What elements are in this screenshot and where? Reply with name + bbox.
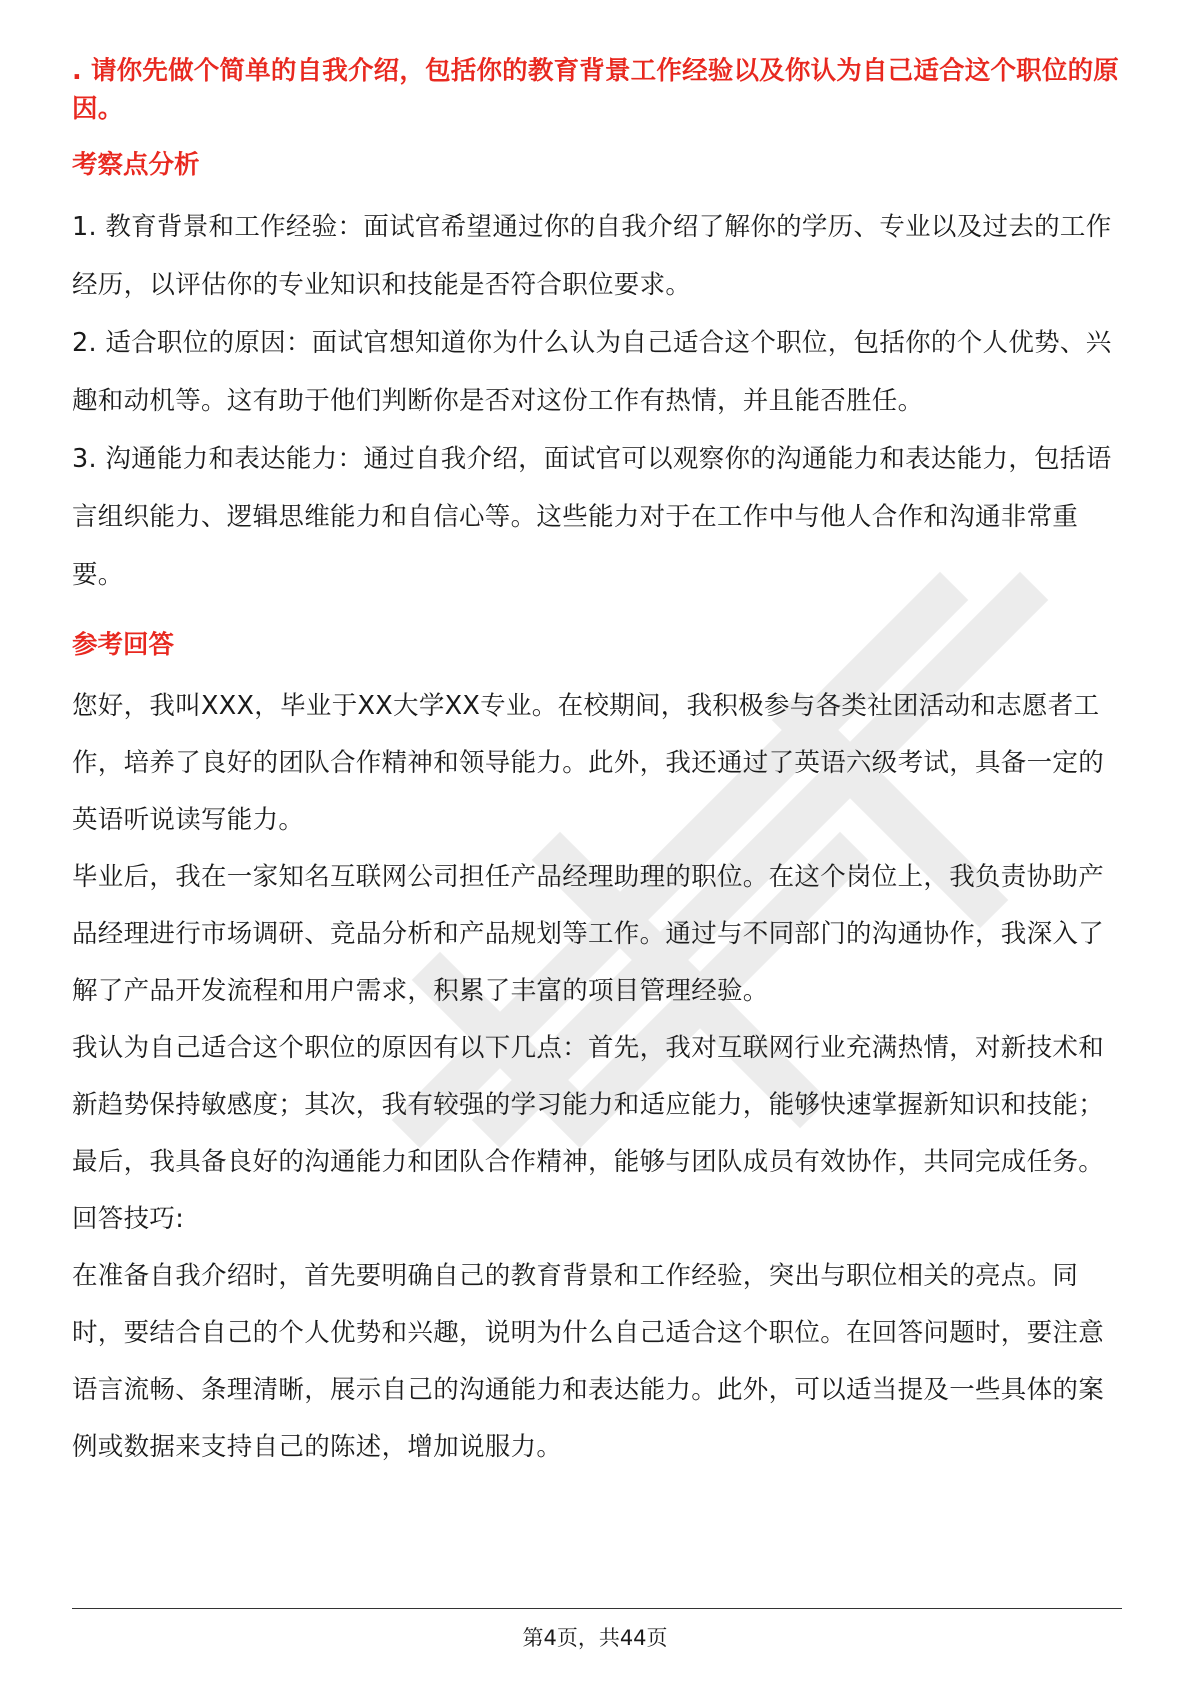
tips-paragraph: 在准备自我介绍时，首先要明确自己的教育背景和工作经验，突出与职位相关的亮点。同时，要结合自己的个人优势和兴趣，说明为什么自己适合这个职位。在回答问题时，要注意语言流畅、条理清晰，展示自己的沟通能力和表达能力。此外，可以适当提及一些具体的案例或数据来支持自己的陈述，增加说服力。 [72, 1261, 1105, 1462]
tips-label: 回答技巧: [72, 1204, 185, 1234]
analysis-point-3: 3. 沟通能力和表达能力：通过自我介绍，面试官可以观察你的沟通能力和表达能力，包括语言组织能力、逻辑思维能力和自信心等。这些能力对于在工作中与他人合作和沟通非常重要。 [72, 444, 1112, 590]
answer-paragraph-2: 毕业后，我在一家知名互联网公司担任产品经理助理的职位。在这个岗位上，我负责协助产品经理进行市场调研、竞品分析和产品规划等工作。通过与不同部门的沟通协作，我深入了解了产品开发流程和用户需求，积累了丰富的项目管理经验。 [72, 862, 1105, 1006]
answer-paragraph-3: 我认为自己适合这个职位的原因有以下几点：首先，我对互联网行业充满热情，对新技术和新趋势保持敏感度；其次，我有较强的学习能力和适应能力，能够快速掌握新知识和技能；最后，我具备良好的沟通能力和团队合作精神，能够与团队成员有效协作，共同完成任务。 [72, 1033, 1105, 1177]
analysis-point-1: 1. 教育背景和工作经验：面试官希望通过你的自我介绍了解你的学历、专业以及过去的工作经历，以评估你的专业知识和技能是否符合职位要求。 [72, 212, 1112, 300]
document-body [72, 52, 1122, 1476]
analysis-title: 考察点分析 [72, 150, 200, 180]
answer-paragraph-1: 您好，我叫XXX，毕业于XX大学XX专业。在校期间，我积极参与各类社团活动和志愿者工作，培养了良好的团队合作精神和领导能力。此外，我还通过了英语六级考试，具备一定的英语听说读写能力。 [72, 691, 1105, 835]
answer-title: 参考回答 [72, 630, 175, 660]
footer-divider [72, 1608, 1122, 1609]
analysis-point-2: 2. 适合职位的原因：面试官想知道你为什么认为自己适合这个职位，包括你的个人优势、兴趣和动机等。这有助于他们判断你是否对这份工作有热情，并且能否胜任。 [72, 328, 1112, 416]
question-heading: . 请你先做个简单的自我介绍，包括你的教育背景工作经验以及你认为自己适合这个职位的原因。 [72, 56, 1119, 124]
page-number: 第4页，共44页 [522, 1626, 668, 1650]
